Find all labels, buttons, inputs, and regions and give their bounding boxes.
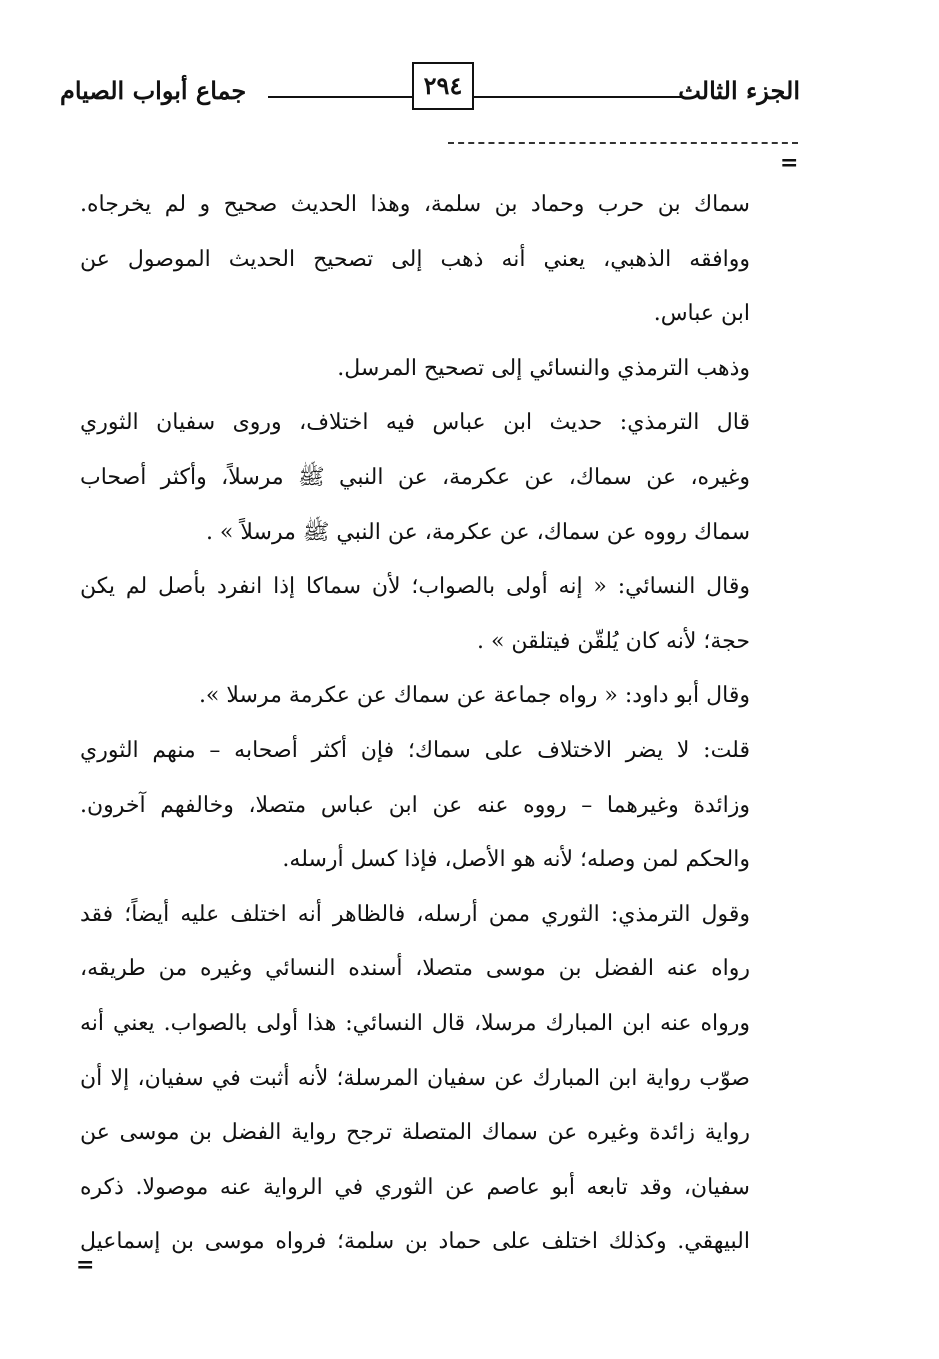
text-line: سماك بن حرب وحماد بن سلمة، وهذا الحديث صحيح و لم يخرجاه. xyxy=(80,192,750,217)
text-line: قلت: لا يضر الاختلاف على سماك؛ فإن أكثر أصحابه – منهم الثوري xyxy=(80,737,750,763)
text-line: قال الترمذي: حديث ابن عباس فيه اختلاف، وروى سفيان الثوري xyxy=(80,410,750,436)
text-line: حجة؛ لأنه كان يُلقّن فيتلقن » . xyxy=(476,628,750,654)
page-number: ٢٩٤ xyxy=(412,62,474,110)
continuation-mark-top: = xyxy=(780,150,799,176)
section-title: جماع أبواب الصيام xyxy=(60,76,247,105)
continuation-mark-bottom: = xyxy=(76,1252,95,1278)
header-dashed-rule xyxy=(448,142,798,144)
text-line: البيهقي. وكذلك اختلف على حماد بن سلمة؛ فرواه موسى بن إسماعيل xyxy=(80,1229,750,1255)
header-rule-left xyxy=(268,96,414,98)
main-text xyxy=(80,178,750,1270)
text-line: ورواه عنه ابن المبارك مرسلا، قال النسائي: هذا أولى بالصواب. يعني أنه xyxy=(80,1010,750,1036)
text-line: والحكم لمن وصله؛ لأنه هو الأصل، فإذا كسل أرسله. xyxy=(282,847,750,873)
volume-label: الجزء الثالث xyxy=(678,76,800,105)
text-line: رواه عنه الفضل بن موسى متصلا، أسنده النسائي وغيره من طريقه، xyxy=(80,956,750,982)
text-line: وقول الترمذي: الثوري ممن أرسله، فالظاهر أنه اختلف عليه أيضاً؛ فقد xyxy=(80,901,750,927)
text-line: وقال أبو داود: « رواه جماعة عن سماك عن عكرمة مرسلا ». xyxy=(198,683,750,709)
text-line: سماك رووه عن سماك، عن عكرمة، عن النبي ﷺ مرسلاً » . xyxy=(205,519,750,545)
text-line: وغيره، عن سماك، عن عكرمة، عن النبي ﷺ مرسلاً، وأكثر أصحاب xyxy=(80,464,750,490)
text-line: صوّب رواية ابن المبارك عن سفيان المرسلة؛ لأنه أثبت في سفيان، إلا أن xyxy=(80,1065,750,1091)
text-line: وذهب الترمذي والنسائي إلى تصحيح المرسل. xyxy=(337,355,750,381)
text-line: وقال النسائي: « إنه أولى بالصواب؛ لأن سماكا إذا انفرد بأصل لم يكن xyxy=(80,574,750,600)
text-line: ابن عباس. xyxy=(653,301,750,327)
text-line: سفيان، وقد تابعه أبو عاصم عن الثوري في الرواية عنه موصولا. ذكره xyxy=(80,1174,750,1200)
page-header xyxy=(60,62,800,118)
text-line: ووافقه الذهبي، يعني أنه ذهب إلى تصحيح الحديث الموصول عن xyxy=(80,246,750,272)
header-rule-right xyxy=(472,96,684,98)
text-line: وزائدة وغيرهما – رووه عنه عن ابن عباس متصلا، وخالفهم آخرون. xyxy=(80,792,750,818)
text-line: رواية زائدة وغيره عن سماك المتصلة ترجح رواية الفضل بن موسى عن xyxy=(80,1120,750,1146)
